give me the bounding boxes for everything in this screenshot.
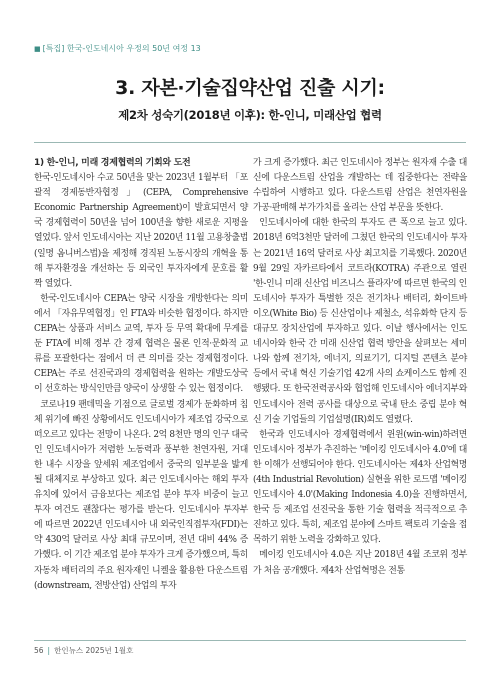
running-header [34,43,201,54]
publication-name: 한인뉴스 2025년 1월호 [54,646,134,655]
bottom-divider [34,640,466,641]
page-footer [34,645,133,656]
article-title: 3. 자본·기술집약산업 진출 시기: [115,77,385,99]
paragraph: 인도네시아에 대한 한국의 투자도 큰 폭으로 늘고 있다. 2018년 6억3천만 달러에 그쳤던 한국의 인도네시아 투자는 2021년 16억 달러로 사상 최고치를 기록했다. 2020년 9월 29일 자카르타에서 코트라(KOTRA) 주관으로 열린 '한-인니 미래 신산업 비즈니스 플라자'에 따르면 한국의 인도네시아 투자가 특별한 것은 전기차나 배터리, 화이트바이오(White Bio) 등 신산업이나 제철소, 석유화학 단지 등 대규모 장치산업에 투자하고 있다. 이날 행사에서는 인도네시아와 한국 간 미래 신산업 협력 방안을 살펴보는 세미나와 함께 전기차, 에너지, 의료기기, 디지털 콘텐츠 분야 등에서 국내 혁신 기술기업 42개 사의 쇼케이스도 함께 진행됐다. 또 한국전력공사와 협업해 인도네시아 에너지부와 인도네시아 전력 공사를 대상으로 국내 탄소 중립 분야 혁신 기술 기업들의 기업설명(IR)회도 열렸다. [253,218,467,425]
left-column [34,156,248,594]
right-column [253,156,467,579]
paragraph: 코로나19 팬데믹을 기점으로 글로벌 경제가 둔화하며 침체 위기에 빠진 상황에서도 인도네시아가 제조업 강국으로 떠오르고 있다는 전망이 나온다. 2억 8천만 명의 인구 대국인 인도네시아가 저렴한 노동력과 풍부한 천연자원, 거대한 내수 시장을 앞세워 제조업에서 중국의 일부분을 밟게 될 대체지로 부상하고 있다. 최근 인도네시아는 해외 투자 유치에 있어서 금융보다는 제조업 분야 투자 비중이 늘고 투자 여건도 괜찮다는 평가를 받는다. 인도네시아 투자부에 따르면 2022년 인도네시아 내 외국인직접투자(FDI)는 약 430억 달러로 사상 최대 규모이며, 전년 대비 44% 증가했다. 이 기간 제조업 분야 투자가 크게 증가했으며, 특히 자동차 배터리의 주요 원자재인 니켈을 활용한 다운스트림(downstream, 전방산업) 산업의 투자 [34,399,248,591]
paragraph: 한국과 인도네시아 경제협력에서 윈윈(win-win)하려면 인도네시아 정부가 추진하는 '메이킹 인도네시아 4.0'에 대한 이해가 선행되어야 한다. 인도네시아는 제4차 산업혁명(4th Industrial Revolution) 실현을 위한 로드맵 '메이킹 인도네시아 4.0'(Making Indonesia 4.0)을 진행하면서, 한국 등 제조업 선진국을 통한 기술 협력을 적극적으로 추진하고 있다. 특히, 제조업 분야에 스마트 팩토리 기술을 접목하기 위한 노력을 강화하고 있다. [253,429,467,546]
square-bullet-icon: ■ [34,45,41,53]
page-number: 56 [34,646,44,655]
paragraph: 한국-인도네시아 수교 50년을 맞는 2023년 1월부터 「포괄적 경제동반자협정」(CEPA, Comprehensive Economic Partnership Agreement)이 발효되면서 양국 경제협력이 50년을 넘어 100년을 향한 새로운 지평을 열었다. 앞서 인도네시아는 지난 2020년 11월 고용창출법(일명 옴니버스법)을 제정해 경직된 노동시장의 개혁을 통해 투자환경을 개선하는 등 외국인 투자자에게 문호를 활짝 열었다. [34,173,248,289]
article-title-block [0,76,500,123]
section-heading: 1) 한-인니, 미래 경제협력의 기회와 도전 [34,158,191,168]
paragraph: 한국-인도네시아 CEPA는 양국 시장을 개방한다는 의미에서 「자유무역협정」인 FTA와 비슷한 협정이다. 하지만 CEPA는 상품과 서비스 교역, 투자 등 무역 확대에 무게를 둔 FTA에 비해 정부 간 경제 협력은 물론 인적·문화적 교류를 포괄한다는 점에서 더 큰 의미를 갖는 경제협정이다. CEPA는 주로 선진국과의 경제협력을 원하는 개발도상국이 선호하는 방식인만큼 양국이 상생할 수 있는 협정이다. [34,293,248,395]
header-section-tag: [특집] [42,44,65,53]
article-subtitle: 제2차 성숙기(2018년 이후): 한-인니, 미래산업 협력 [118,108,382,122]
header-title: 한국-인도네시아 우정의 50년 여정 13 [66,44,201,53]
paragraph: 메이킹 인도네시아 4.0은 지난 2018년 4월 조코위 정부가 처음 공개했다. 제4차 산업혁명은 전통 [253,550,467,576]
top-divider [34,142,466,143]
footer-separator: | [47,646,51,655]
paragraph: 가 크게 증가했다. 최근 인도네시아 정부는 원자재 수출 대신에 다운스트림 산업을 개발하는 데 집중한다는 전략을 수립하여 시행하고 있다. 다운스트림 산업은 천연자원을 가공·판매해 부가가치를 올리는 산업 부문을 뜻한다. [253,158,467,214]
